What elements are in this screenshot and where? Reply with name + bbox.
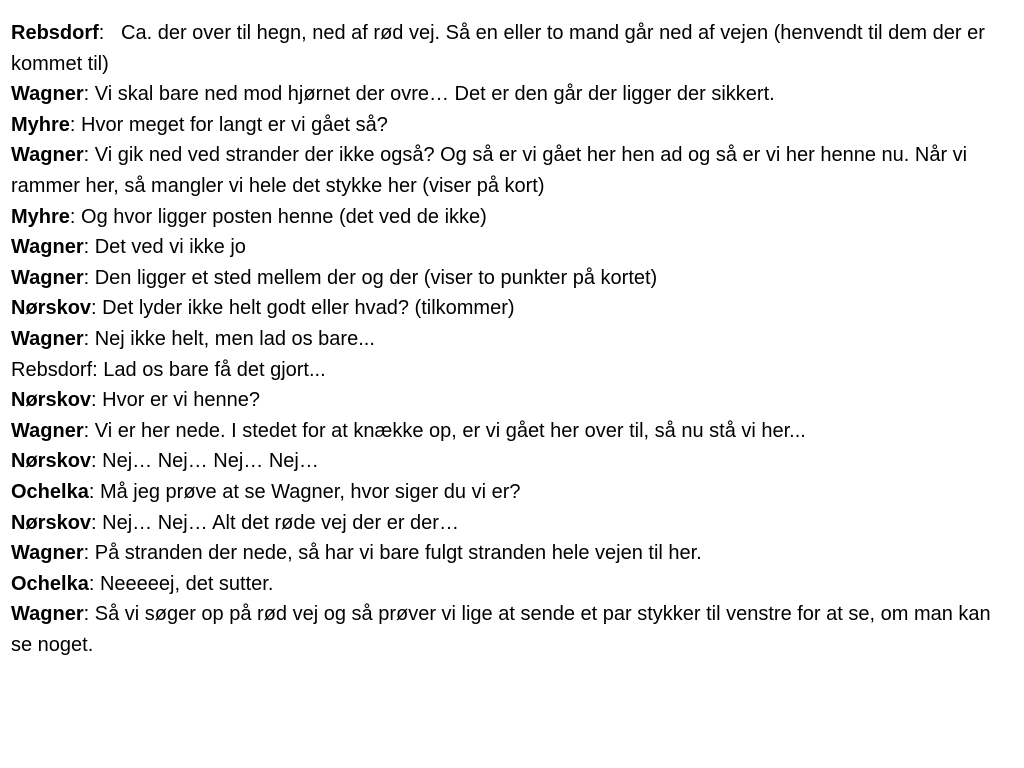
utterance-text: På stranden der nede, så har vi bare fulgt stranden hele vejen til her. bbox=[94, 542, 702, 565]
speaker-separator: : bbox=[83, 266, 95, 289]
speaker-name: Wagner bbox=[11, 327, 84, 350]
speaker-name: Myhre bbox=[11, 113, 70, 136]
speaker-name: Myhre bbox=[11, 205, 70, 228]
utterance-text: Hvor er vi henne? bbox=[102, 389, 261, 412]
speaker-separator: : bbox=[83, 327, 95, 350]
transcript-line bbox=[11, 569, 1004, 600]
transcript-line bbox=[11, 538, 1004, 569]
speaker-name: Wagner bbox=[11, 144, 84, 167]
utterance-text: Må jeg prøve at se Wagner, hvor siger du vi er? bbox=[99, 480, 521, 503]
transcript-line bbox=[11, 446, 1004, 477]
speaker-separator: : bbox=[88, 572, 100, 595]
speaker-name: Nørskov bbox=[11, 511, 92, 534]
speaker-separator: : bbox=[83, 144, 95, 167]
speaker-name: Wagner bbox=[11, 236, 84, 259]
speaker-separator: : bbox=[69, 113, 82, 136]
speaker-name: Wagner bbox=[11, 542, 84, 565]
transcript-line bbox=[11, 477, 1004, 508]
speaker-name: Wagner bbox=[11, 266, 84, 289]
transcript-line bbox=[11, 416, 1004, 447]
utterance-text: Så vi søger op på rød vej og så prøver vi lige at sende et par stykker til venstre for at se, om man kan se noget. bbox=[11, 603, 991, 656]
speaker-name: Nørskov bbox=[11, 297, 92, 320]
utterance-text: Hvor meget for langt er vi gået så? bbox=[81, 113, 388, 136]
utterance-text: Det lyder ikke helt godt eller hvad? (tilkommer) bbox=[102, 297, 515, 320]
utterance-text: Nej… Nej… Alt det røde vej der er der… bbox=[102, 511, 459, 534]
transcript-line bbox=[11, 140, 1004, 201]
utterance-text: Nej… Nej… Nej… Nej… bbox=[102, 450, 319, 473]
speaker-name: Wagner bbox=[11, 83, 84, 106]
utterance-text: Nej ikke helt, men lad os bare... bbox=[94, 327, 375, 350]
speaker-separator: : bbox=[83, 236, 95, 259]
transcript-line bbox=[11, 110, 1004, 141]
utterance-text: Den ligger et sted mellem der og der (viser to punkter på kortet) bbox=[94, 266, 658, 289]
transcript-line bbox=[11, 232, 1004, 263]
transcript-line bbox=[11, 385, 1004, 416]
speaker-name: Nørskov bbox=[11, 389, 92, 412]
speaker-separator: : bbox=[83, 419, 95, 442]
speaker-name: Wagner bbox=[11, 419, 84, 442]
transcript-line bbox=[11, 263, 1004, 294]
transcript-line bbox=[11, 508, 1004, 539]
speaker-separator: : bbox=[83, 542, 95, 565]
speaker-separator: : bbox=[83, 83, 95, 106]
transcript-line bbox=[11, 355, 1004, 386]
utterance-text: Og hvor ligger posten henne (det ved de ikke) bbox=[81, 205, 487, 228]
speaker-separator: : bbox=[83, 603, 95, 626]
speaker-name: Rebsdorf bbox=[11, 358, 93, 381]
transcript-line bbox=[11, 599, 1004, 660]
transcript-line bbox=[11, 202, 1004, 233]
transcript-line bbox=[11, 293, 1004, 324]
transcript-line bbox=[11, 18, 1004, 79]
speaker-separator: : bbox=[98, 22, 122, 44]
utterance-text: Lad os bare få det gjort... bbox=[103, 358, 326, 381]
utterance-text: Neeeeej, det sutter. bbox=[99, 572, 274, 595]
dialogue-transcript bbox=[11, 18, 1004, 660]
speaker-separator: : bbox=[91, 450, 103, 473]
transcript-line bbox=[11, 324, 1004, 355]
utterance-text: Ca. der over til hegn, ned af rød vej. Så en eller to mand går ned af vejen (henvendt til dem der er kommet til) bbox=[11, 22, 985, 75]
utterance-text: Det ved vi ikke jo bbox=[94, 236, 246, 259]
speaker-separator: : bbox=[91, 297, 103, 320]
speaker-name: Wagner bbox=[11, 603, 84, 626]
speaker-name: Rebsdorf bbox=[11, 22, 99, 44]
speaker-name: Ochelka bbox=[11, 572, 89, 595]
utterance-text: Vi gik ned ved strander der ikke også? Og så er vi gået her hen ad og så er vi her henne nu. Når vi rammer her, så mangler vi hele det stykke her (viser på kort) bbox=[11, 144, 968, 197]
speaker-name: Nørskov bbox=[11, 450, 92, 473]
utterance-text: Vi er her nede. I stedet for at knække op, er vi gået her over til, så nu stå vi her... bbox=[94, 419, 806, 442]
speaker-name: Ochelka bbox=[11, 480, 89, 503]
utterance-text: Vi skal bare ned mod hjørnet der ovre… Det er den går der ligger der sikkert. bbox=[94, 83, 775, 106]
speaker-separator: : bbox=[88, 480, 100, 503]
speaker-separator: : bbox=[91, 511, 103, 534]
speaker-separator: : bbox=[91, 389, 103, 412]
speaker-separator: : bbox=[69, 205, 82, 228]
speaker-separator: : bbox=[92, 358, 104, 381]
transcript-line bbox=[11, 79, 1004, 110]
